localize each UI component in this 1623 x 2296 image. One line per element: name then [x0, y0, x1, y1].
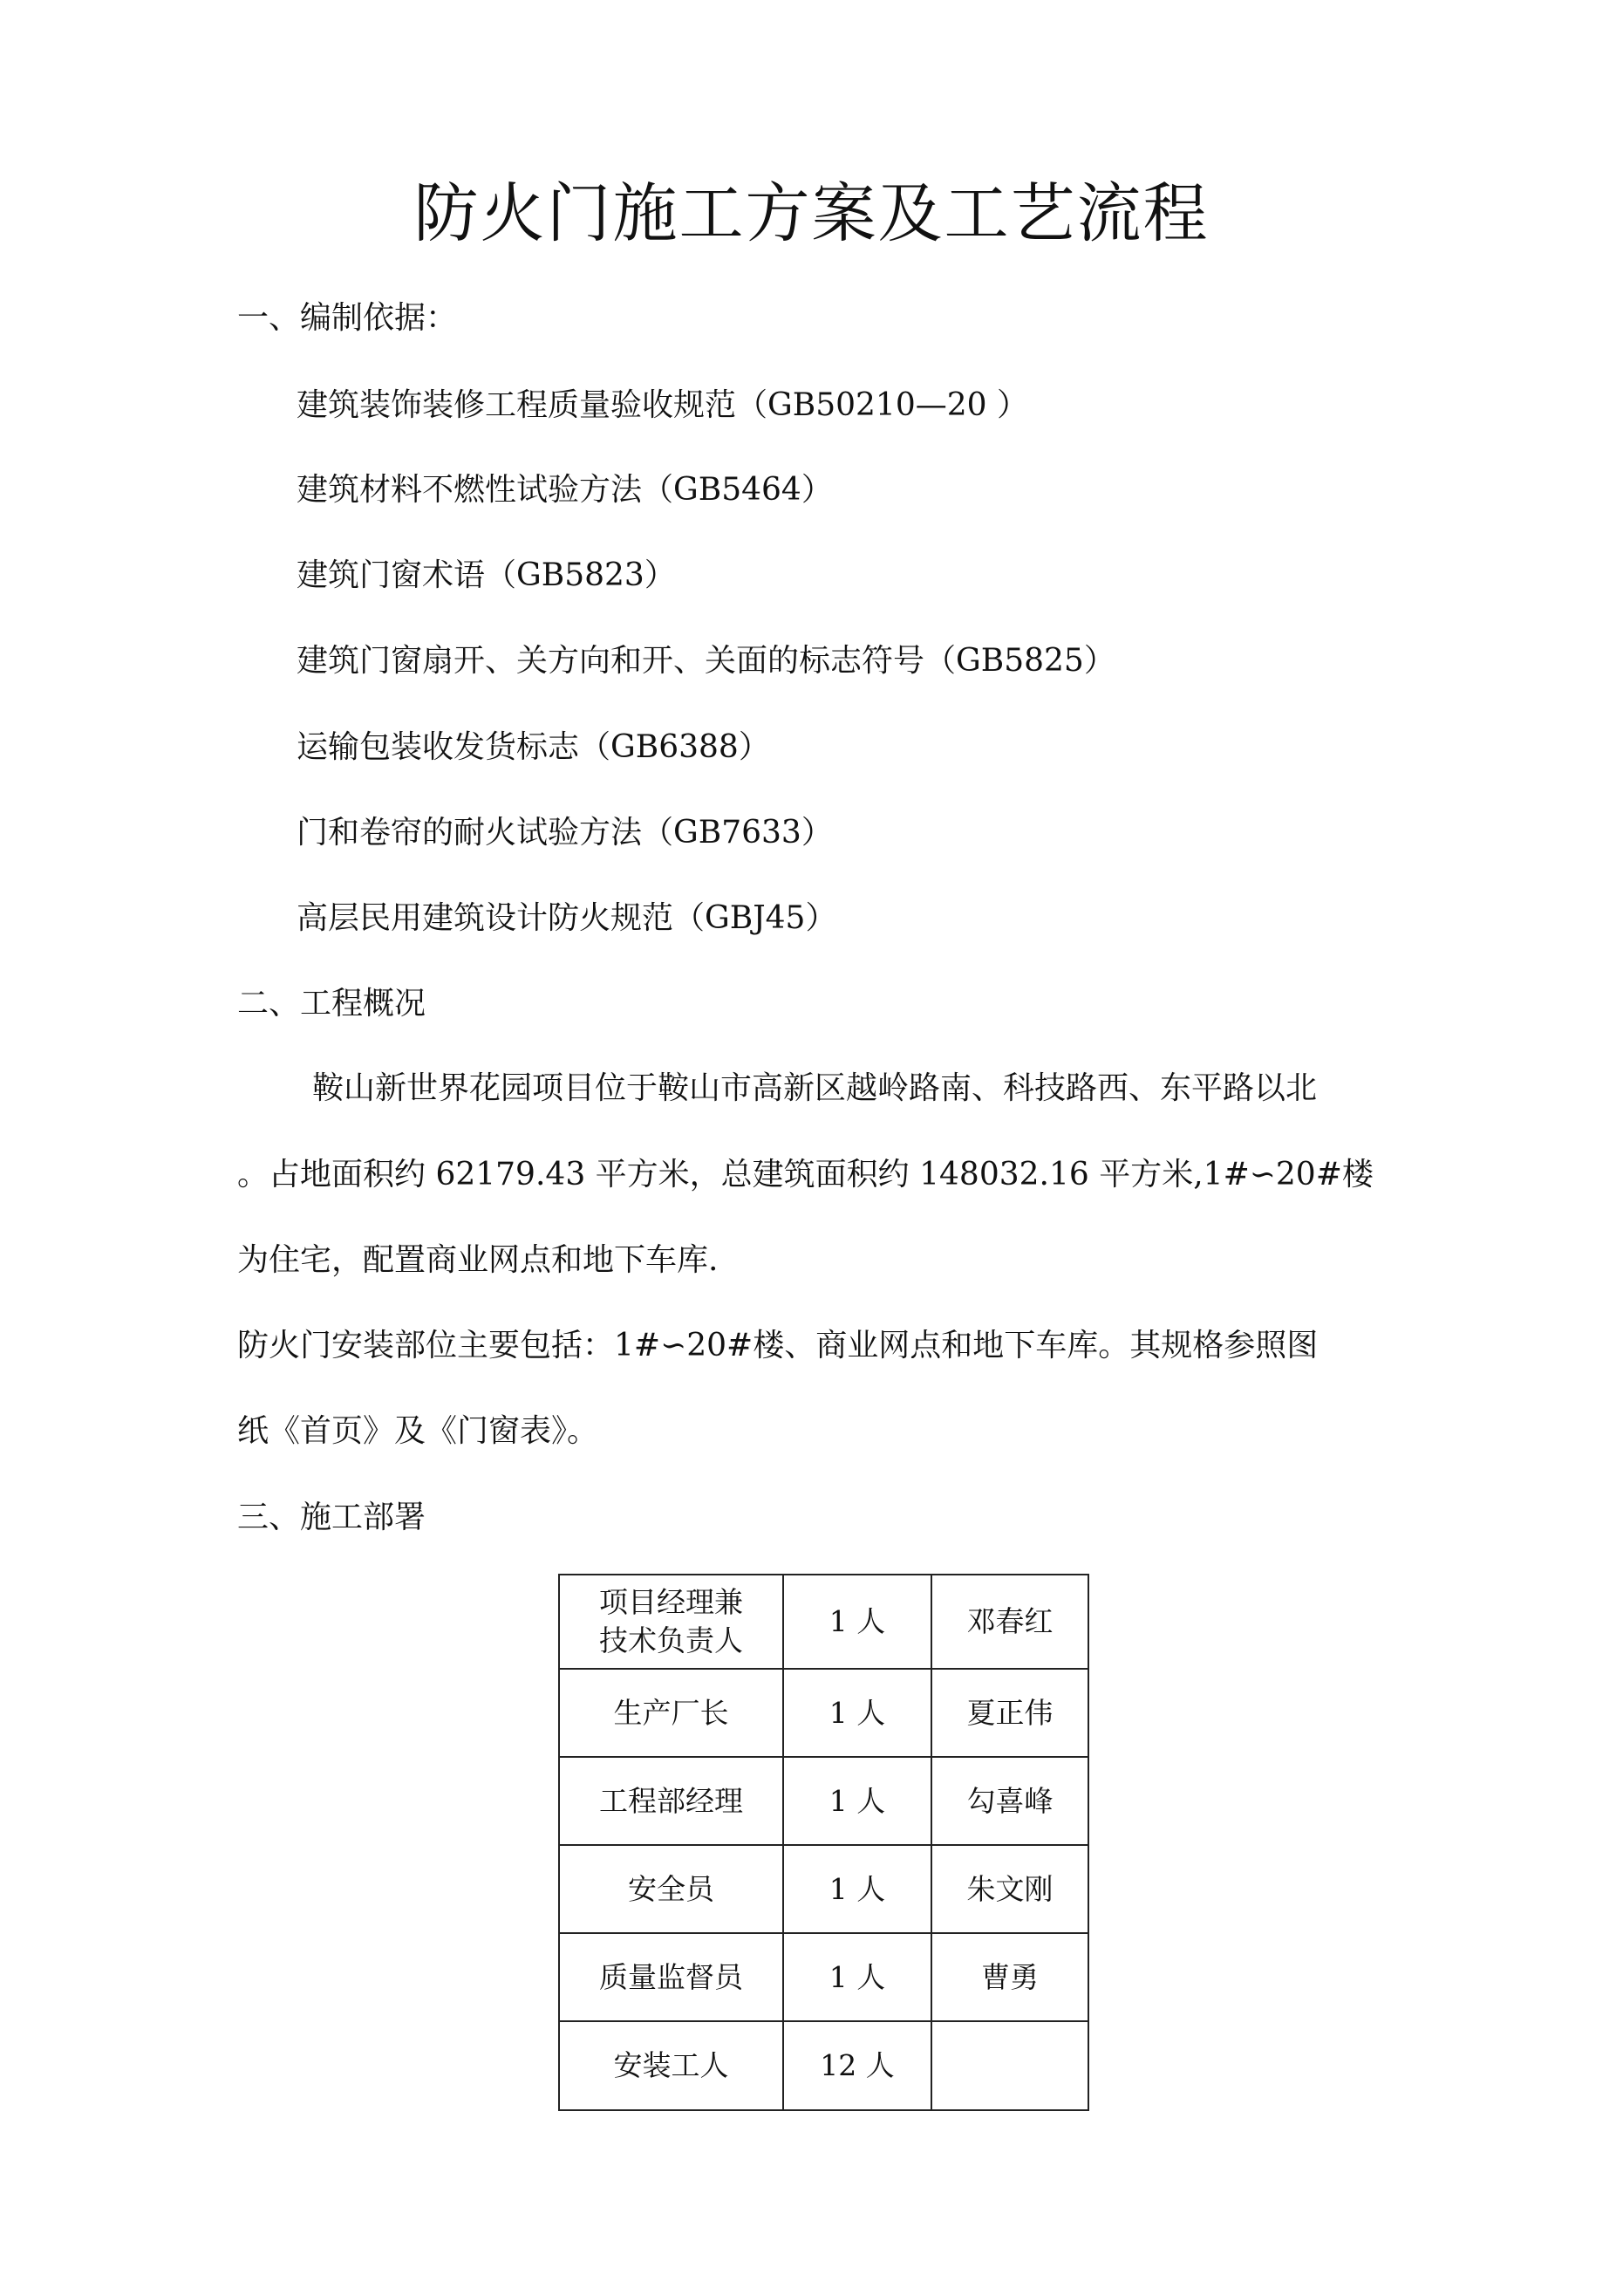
name-cell: [931, 2021, 1088, 2110]
name-cell: 勾喜峰: [931, 1757, 1088, 1845]
count-cell: 1 人: [783, 1669, 931, 1757]
paragraph-line: 纸《首页》及《门窗表》。: [237, 1413, 599, 1449]
reference-item: 高层民用建筑设计防火规范（GBJ45）: [297, 900, 837, 936]
table-row: [559, 1933, 1088, 2021]
paragraph-line: 为住宅，配置商业网点和地下车库.: [237, 1242, 719, 1278]
count-cell: 1 人: [783, 1575, 931, 1669]
name-cell: 夏正伟: [931, 1669, 1088, 1757]
reference-item: 建筑门窗扇开、关方向和开、关面的标志符号（GB5825）: [297, 643, 1115, 679]
count-cell: 1 人: [783, 1845, 931, 1933]
count-cell: 1 人: [783, 1757, 931, 1845]
table-row: [559, 1575, 1088, 1669]
document-title: 防火门施工方案及工艺流程: [413, 176, 1210, 251]
section-heading-overview: 二、工程概况: [237, 986, 426, 1022]
paragraph-line: 防火门安装部位主要包括：1#∽20#楼、商业网点和地下车库。其规格参照图: [237, 1328, 1319, 1363]
name-cell: 朱文刚: [931, 1845, 1088, 1933]
reference-item: 建筑门窗术语（GB5823）: [297, 557, 676, 593]
reference-item: 门和卷帘的耐火试验方法（GB7633）: [297, 815, 833, 851]
reference-item: 运输包装收发货标志（GB6388）: [297, 729, 770, 765]
reference-item: 建筑材料不燃性试验方法（GB5464）: [297, 472, 833, 508]
count-cell: 12 人: [783, 2021, 931, 2110]
role-cell: [559, 1575, 783, 1669]
table-row: [559, 1845, 1088, 1933]
section-heading-basis: 一、编制依据：: [237, 300, 458, 336]
name-cell: 曹勇: [931, 1933, 1088, 2021]
name-cell: 邓春红: [931, 1575, 1088, 1669]
count-cell: 1 人: [783, 1933, 931, 2021]
paragraph-line: 鞍山新世界花园项目位于鞍山市高新区越岭路南、科技路西、东平路以北: [312, 1070, 1318, 1106]
role-line: 项目经理兼: [599, 1585, 743, 1619]
table-row: [559, 1757, 1088, 1845]
role-cell: 安装工人: [559, 2021, 783, 2110]
paragraph-line: 。占地面积约 62179.43 平方米，总建筑面积约 148032.16 平方米,1#∽20#楼: [237, 1157, 1374, 1192]
role-cell: 安全员: [559, 1845, 783, 1933]
section-heading-deployment: 三、施工部署: [237, 1500, 426, 1535]
role-line: 技术负责人: [599, 1623, 743, 1657]
table-row: [559, 2021, 1088, 2110]
role-cell: 质量监督员: [559, 1933, 783, 2021]
role-cell: 工程部经理: [559, 1757, 783, 1845]
reference-item: 建筑装饰装修工程质量验收规范（GB50210—20 ）: [297, 387, 1028, 423]
staff-table: [558, 1574, 1089, 2111]
role-cell: 生产厂长: [559, 1669, 783, 1757]
table-row: [559, 1669, 1088, 1757]
